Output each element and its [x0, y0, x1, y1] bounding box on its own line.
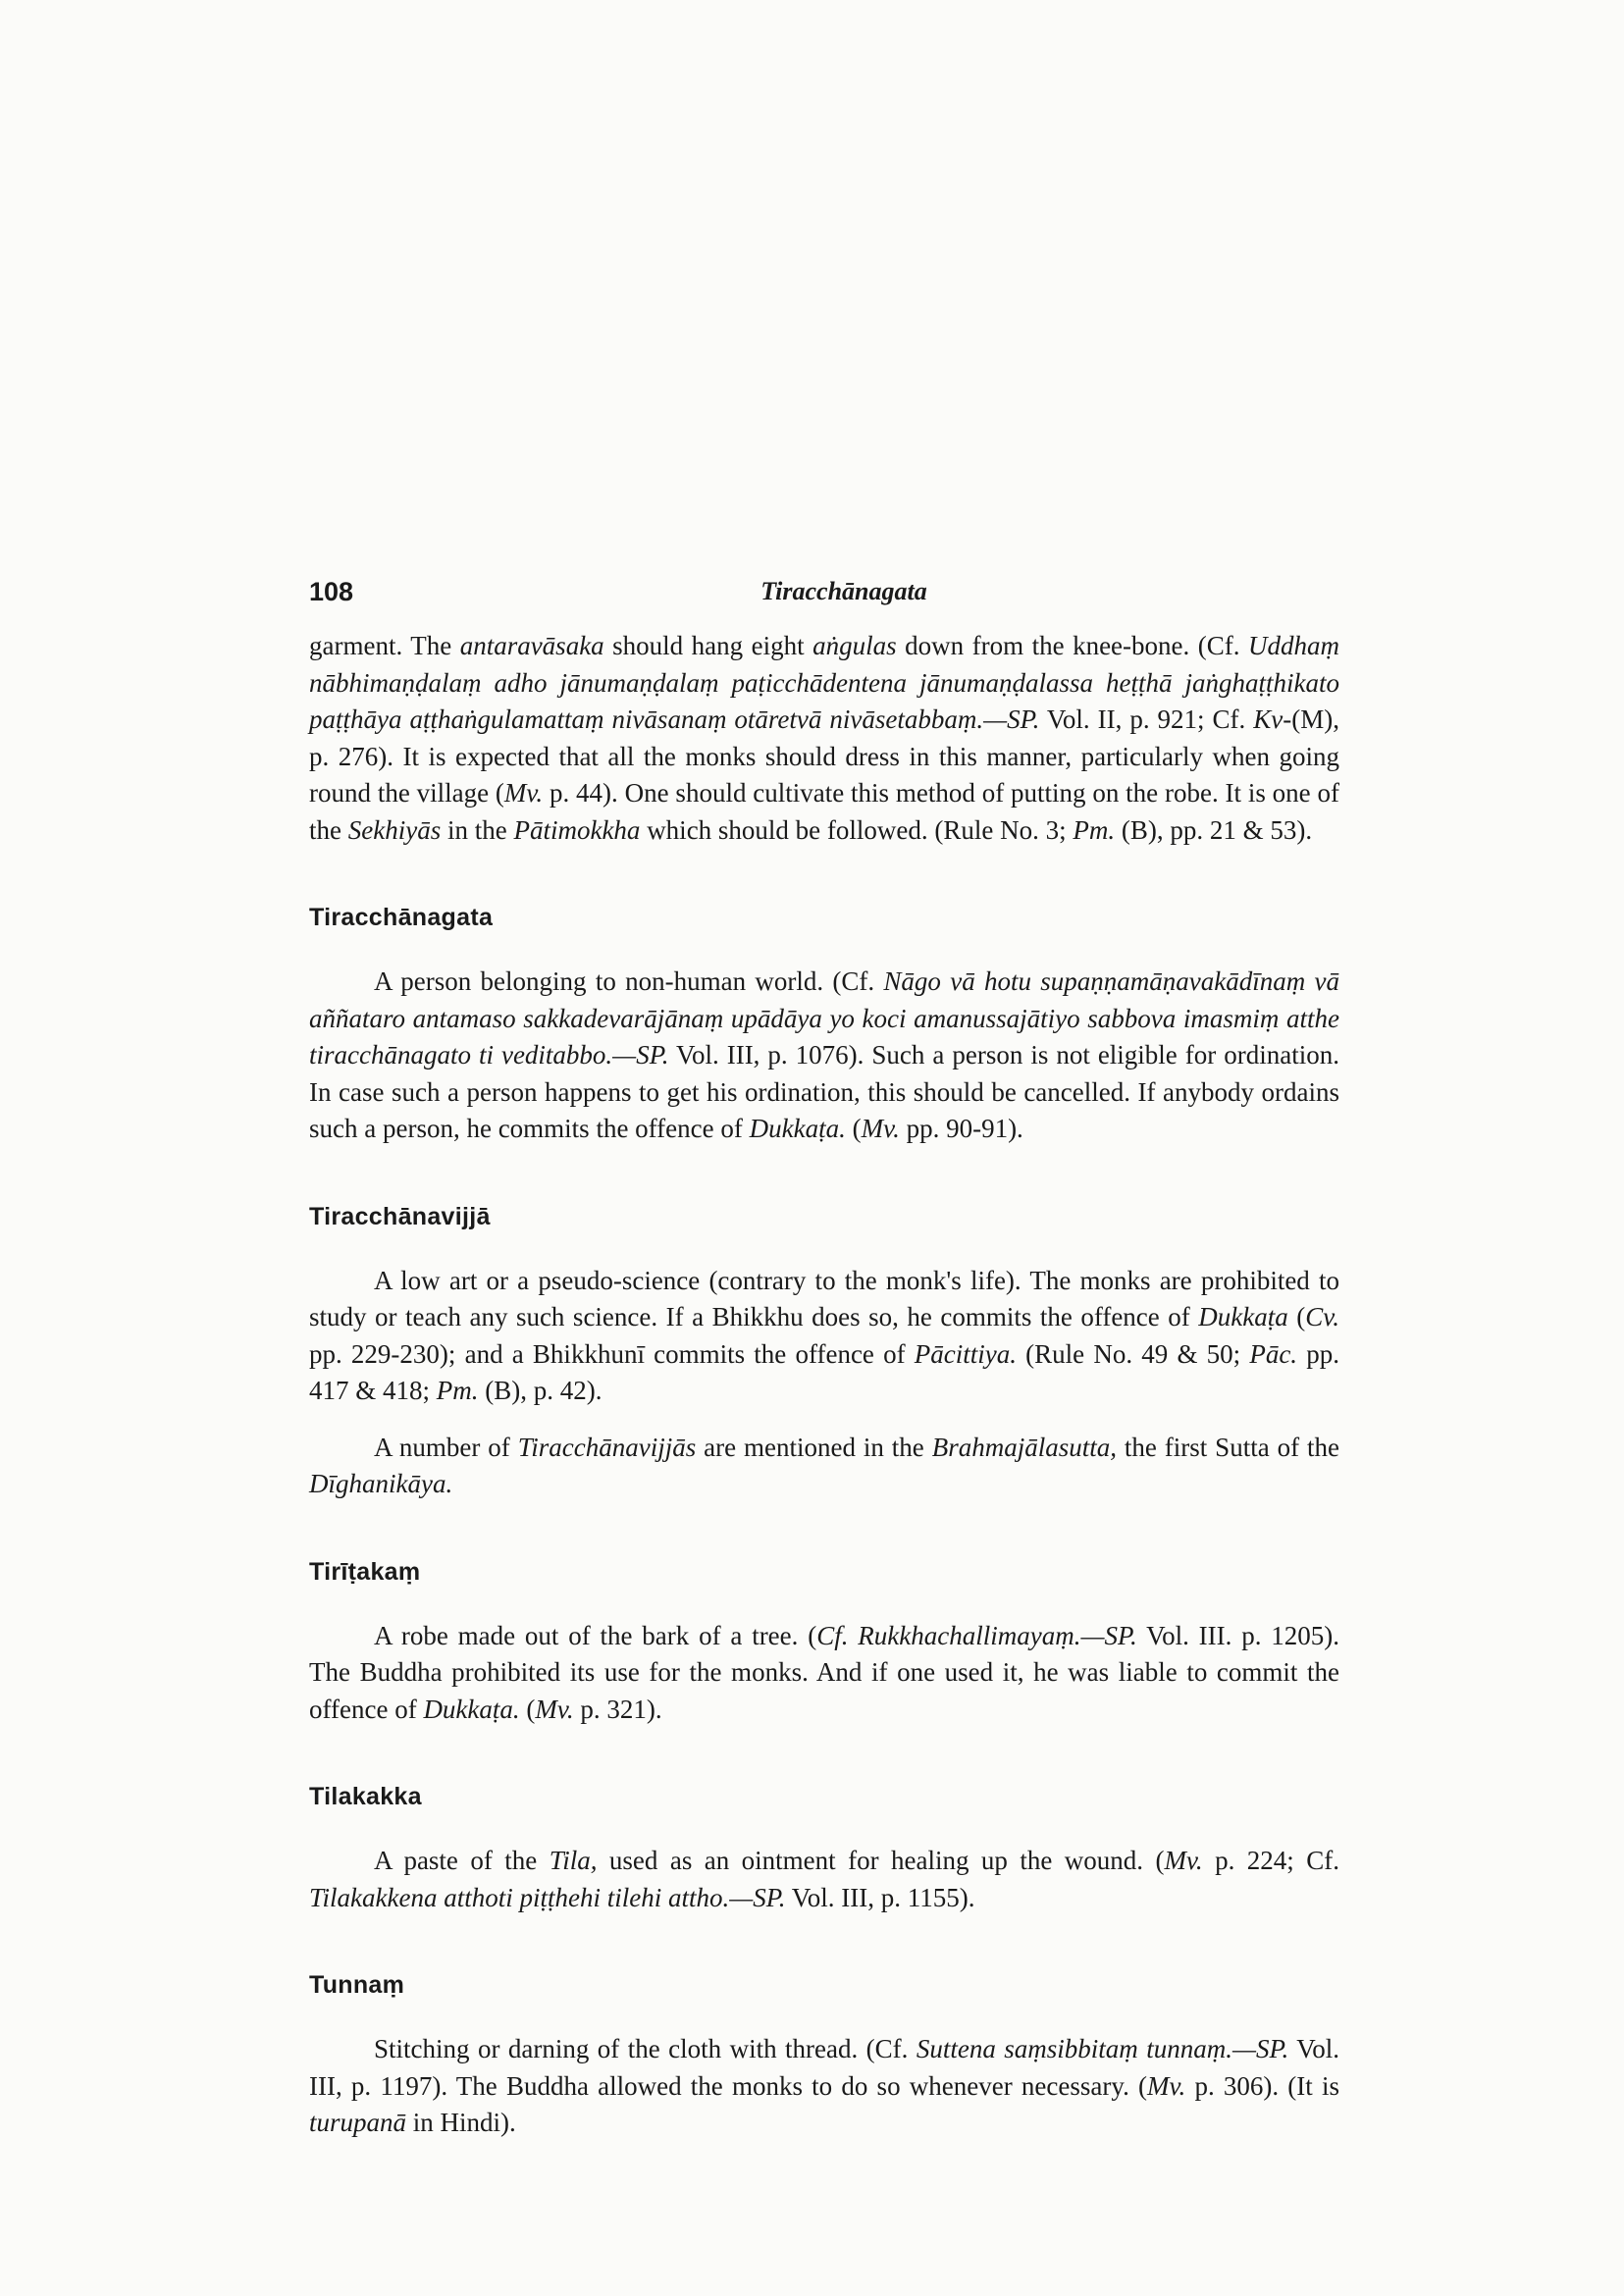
page-number: 108: [309, 577, 354, 606]
entry-headword: Tilakakka: [309, 1783, 422, 1810]
page-header: [309, 577, 1339, 620]
entry-definition: Stitching or darning of the cloth with thread. (Cf. Suttena saṃsibbitaṃ tunnaṃ.—SP. Vol. III, p. 1197). The Buddha allowed the monks to do so whenever necessary. (Mv. p. 306). (It is turupanā in Hindi).: [309, 2034, 1339, 2137]
continued-paragraph: garment. The antaravāsaka should hang eight aṅgulas down from the knee-bone. (Cf. Uddhaṃ nābhimaṇḍalaṃ adho jānumaṇḍalaṃ paṭicchādentena jānumaṇḍalassa heṭṭhā jaṅghaṭṭhikato paṭṭhāya aṭṭhaṅgulamattaṃ nivāsanaṃ otāretvā nivāsetabbaṃ.—SP. Vol. II, p. 921; Cf. Kv-(M), p. 276). It is expected that all the monks should dress in this manner, particularly when going round the village (Mv. p. 44). One should cultivate this method of putting on the robe. It is one of the Sekhiyās in the Pātimokkha which should be followed. (Rule No. 3; Pm. (B), pp. 21 & 53).: [309, 631, 1339, 845]
document-page: [309, 577, 1339, 2142]
entry-headword: Tirīṭakaṃ: [309, 1557, 421, 1586]
entry-definition: A person belonging to non-human world. (Cf. Nāgo vā hotu supaṇṇamāṇavakādīnaṃ vā aññataro antamaso sakkadevarājānaṃ upādāya yo koci amanussajātiyo sabbova imasmiṃ atthe tiracchānagato ti veditabbo.—SP. Vol. III, p. 1076). Such a person is not eligible for ordination. In case such a person happens to get his ordination, this should be cancelled. If anybody ordains such a person, he commits the offence of Dukkaṭa. (Mv. pp. 90-91).: [309, 966, 1339, 1143]
running-title: Tiracchānagata: [760, 577, 927, 605]
entry-definition: A paste of the Tila, used as an ointment for healing up the wound. (Mv. p. 224; Cf. Tilakakkena atthoti piṭṭhehi tilehi attho.—SP. Vol. III, p. 1155).: [309, 1846, 1339, 1912]
entry-tilakakka: [309, 1783, 1339, 1916]
entry-tiritakam: [309, 1558, 1339, 1729]
entry-headword: Tiracchānagata: [309, 904, 494, 931]
entry-tiracchanagata: [309, 904, 1339, 1148]
entry-headword: Tunnaṃ: [309, 1971, 405, 1999]
entry-tunnam: [309, 1971, 1339, 2142]
entry-headword: Tiracchānavijjā: [309, 1202, 491, 1230]
entry-definition: A low art or a pseudo-science (contrary to the monk's life). The monks are prohibited to study or teach any such science. If a Bhikkhu does so, he commits the offence of Dukkaṭa (Cv. pp. 229-230); and a Bhikkhunī commits the offence of Pācittiya. (Rule No. 49 & 50; Pāc. pp. 417 & 418; Pm. (B), p. 42).: [309, 1265, 1339, 1405]
entry-definition-continued: A number of Tiracchānavijjās are mentioned in the Brahmajālasutta, the first Sutta of the Dīghanikāya.: [309, 1432, 1339, 1498]
entry-definition: A robe made out of the bark of a tree. (Cf. Rukkhachallimayaṃ.—SP. Vol. III. p. 1205). The Buddha prohibited its use for the monks. And if one used it, he was liable to commit the offence of Dukkaṭa. (Mv. p. 321).: [309, 1620, 1339, 1724]
entry-tiracchanavijja: [309, 1203, 1339, 1503]
